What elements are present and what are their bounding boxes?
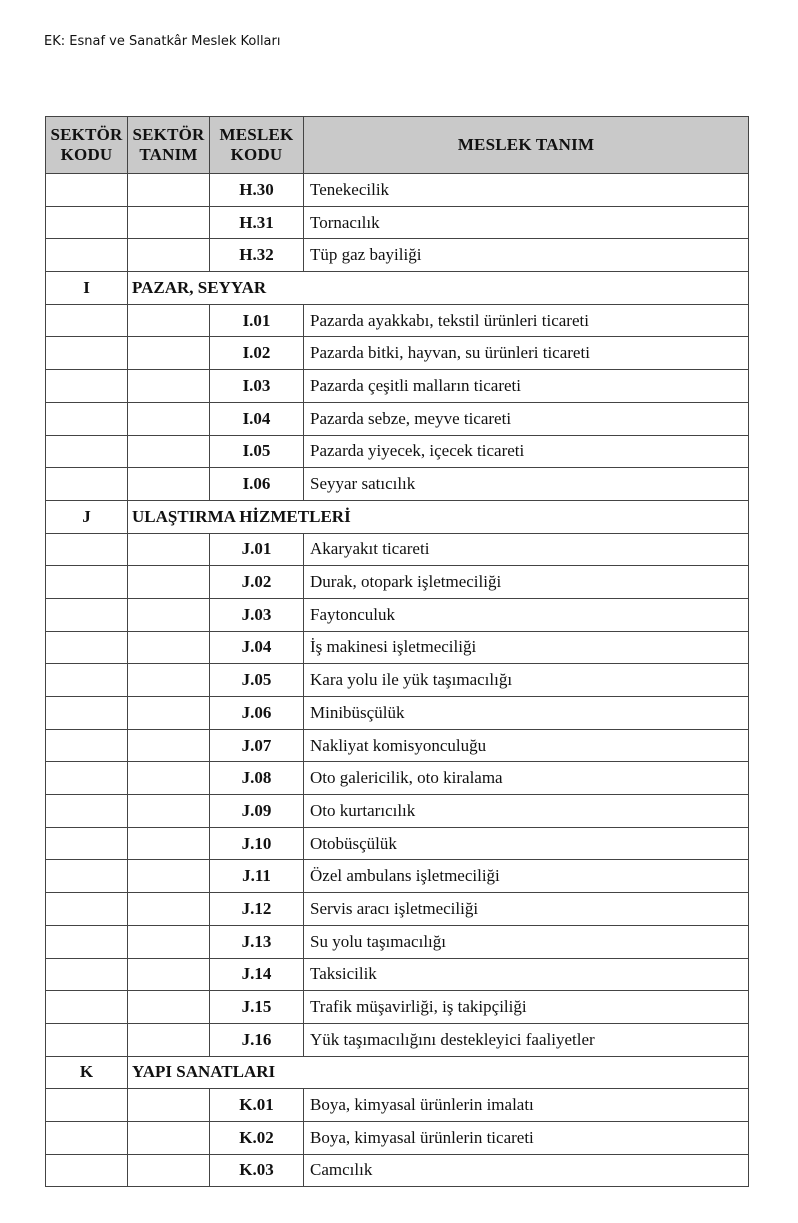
empty-sektor-tanim-cell (128, 370, 210, 403)
empty-sektor-kodu-cell (46, 1089, 128, 1122)
occupation-table (45, 116, 749, 1187)
empty-sektor-tanim-cell (128, 762, 210, 795)
meslek-kodu-cell: H.32 (210, 239, 304, 272)
header-sektor-kodu (46, 117, 128, 174)
empty-sektor-tanim-cell (128, 631, 210, 664)
meslek-tanim-cell: Pazarda ayakkabı, tekstil ürünleri ticareti (304, 304, 749, 337)
meslek-kodu-cell: K.03 (210, 1154, 304, 1187)
meslek-tanim-cell: Özel ambulans işletmeciliği (304, 860, 749, 893)
table-row (46, 402, 749, 435)
meslek-tanim-cell: Akaryakıt ticareti (304, 533, 749, 566)
table-row (46, 664, 749, 697)
meslek-kodu-cell: J.03 (210, 598, 304, 631)
table-row (46, 925, 749, 958)
table-row (46, 174, 749, 207)
empty-sektor-tanim-cell (128, 729, 210, 762)
table-row (46, 206, 749, 239)
meslek-kodu-cell: J.11 (210, 860, 304, 893)
table-row (46, 566, 749, 599)
meslek-tanim-cell: Servis aracı işletmeciliği (304, 893, 749, 926)
meslek-tanim-cell: İş makinesi işletmeciliği (304, 631, 749, 664)
table-row (46, 762, 749, 795)
meslek-kodu-cell: J.16 (210, 1023, 304, 1056)
empty-sektor-kodu-cell (46, 533, 128, 566)
empty-sektor-tanim-cell (128, 435, 210, 468)
empty-sektor-kodu-cell (46, 468, 128, 501)
meslek-kodu-cell: J.14 (210, 958, 304, 991)
meslek-kodu-cell: J.09 (210, 795, 304, 828)
empty-sektor-kodu-cell (46, 729, 128, 762)
empty-sektor-kodu-cell (46, 697, 128, 730)
empty-sektor-tanim-cell (128, 925, 210, 958)
meslek-tanim-cell: Yük taşımacılığını destekleyici faaliyetler (304, 1023, 749, 1056)
meslek-tanim-cell: Oto galericilik, oto kiralama (304, 762, 749, 795)
header-meslek-kodu-line2: KODU (230, 145, 283, 164)
header-row (46, 117, 749, 174)
table-row (46, 598, 749, 631)
empty-sektor-kodu-cell (46, 435, 128, 468)
table-row (46, 435, 749, 468)
meslek-kodu-cell: J.05 (210, 664, 304, 697)
meslek-kodu-cell: J.08 (210, 762, 304, 795)
empty-sektor-tanim-cell (128, 1154, 210, 1187)
empty-sektor-tanim-cell (128, 598, 210, 631)
empty-sektor-tanim-cell (128, 239, 210, 272)
empty-sektor-tanim-cell (128, 958, 210, 991)
empty-sektor-tanim-cell (128, 533, 210, 566)
meslek-tanim-cell: Tüp gaz bayiliği (304, 239, 749, 272)
meslek-kodu-cell: I.05 (210, 435, 304, 468)
table-body (46, 174, 749, 1187)
empty-sektor-kodu-cell (46, 174, 128, 207)
meslek-tanim-cell: Su yolu taşımacılığı (304, 925, 749, 958)
empty-sektor-tanim-cell (128, 697, 210, 730)
table-row (46, 370, 749, 403)
header-meslek-kodu (210, 117, 304, 174)
empty-sektor-tanim-cell (128, 1089, 210, 1122)
empty-sektor-kodu-cell (46, 991, 128, 1024)
meslek-kodu-cell: H.31 (210, 206, 304, 239)
empty-sektor-tanim-cell (128, 795, 210, 828)
occupation-table-container (45, 116, 748, 1187)
empty-sektor-kodu-cell (46, 566, 128, 599)
meslek-kodu-cell: J.10 (210, 827, 304, 860)
header-meslek-kodu-line1: MESLEK (219, 125, 294, 144)
meslek-kodu-cell: I.02 (210, 337, 304, 370)
table-row (46, 468, 749, 501)
meslek-tanim-cell: Oto kurtarıcılık (304, 795, 749, 828)
empty-sektor-kodu-cell (46, 598, 128, 631)
meslek-kodu-cell: I.03 (210, 370, 304, 403)
meslek-tanim-cell: Pazarda sebze, meyve ticareti (304, 402, 749, 435)
empty-sektor-kodu-cell (46, 762, 128, 795)
header-meslek-tanim: MESLEK TANIM (304, 117, 749, 174)
empty-sektor-tanim-cell (128, 893, 210, 926)
empty-sektor-kodu-cell (46, 827, 128, 860)
table-row (46, 631, 749, 664)
meslek-kodu-cell: J.07 (210, 729, 304, 762)
meslek-tanim-cell: Taksicilik (304, 958, 749, 991)
meslek-kodu-cell: H.30 (210, 174, 304, 207)
empty-sektor-kodu-cell (46, 1023, 128, 1056)
empty-sektor-kodu-cell (46, 337, 128, 370)
page-header: EK: Esnaf ve Sanatkâr Meslek Kolları (44, 34, 281, 49)
meslek-tanim-cell: Pazarda bitki, hayvan, su ürünleri ticareti (304, 337, 749, 370)
meslek-kodu-cell: I.01 (210, 304, 304, 337)
empty-sektor-kodu-cell (46, 958, 128, 991)
table-row (46, 795, 749, 828)
sector-code: K (46, 1056, 128, 1089)
table-row (46, 729, 749, 762)
header-sektor-kodu-line1: SEKTÖR (50, 125, 123, 144)
empty-sektor-tanim-cell (128, 664, 210, 697)
empty-sektor-kodu-cell (46, 631, 128, 664)
table-row (46, 533, 749, 566)
empty-sektor-kodu-cell (46, 664, 128, 697)
table-row (46, 337, 749, 370)
meslek-tanim-cell: Pazarda çeşitli malların ticareti (304, 370, 749, 403)
meslek-kodu-cell: I.06 (210, 468, 304, 501)
meslek-tanim-cell: Trafik müşavirliği, iş takipçiliği (304, 991, 749, 1024)
sector-name: YAPI SANATLARI (128, 1056, 749, 1089)
table-row (46, 827, 749, 860)
empty-sektor-tanim-cell (128, 1121, 210, 1154)
empty-sektor-tanim-cell (128, 991, 210, 1024)
empty-sektor-kodu-cell (46, 304, 128, 337)
empty-sektor-kodu-cell (46, 925, 128, 958)
meslek-kodu-cell: K.02 (210, 1121, 304, 1154)
sector-name: PAZAR, SEYYAR (128, 272, 749, 305)
meslek-tanim-cell: Nakliyat komisyonculuğu (304, 729, 749, 762)
sector-code: J (46, 500, 128, 533)
empty-sektor-tanim-cell (128, 174, 210, 207)
empty-sektor-kodu-cell (46, 370, 128, 403)
empty-sektor-kodu-cell (46, 795, 128, 828)
meslek-tanim-cell: Seyyar satıcılık (304, 468, 749, 501)
meslek-kodu-cell: J.15 (210, 991, 304, 1024)
empty-sektor-tanim-cell (128, 206, 210, 239)
meslek-kodu-cell: J.06 (210, 697, 304, 730)
meslek-tanim-cell: Tornacılık (304, 206, 749, 239)
meslek-kodu-cell: K.01 (210, 1089, 304, 1122)
meslek-kodu-cell: I.04 (210, 402, 304, 435)
table-row (46, 304, 749, 337)
empty-sektor-tanim-cell (128, 468, 210, 501)
sector-row (46, 500, 749, 533)
empty-sektor-tanim-cell (128, 1023, 210, 1056)
meslek-tanim-cell: Otobüsçülük (304, 827, 749, 860)
meslek-kodu-cell: J.01 (210, 533, 304, 566)
meslek-tanim-cell: Boya, kimyasal ürünlerin ticareti (304, 1121, 749, 1154)
header-sektor-kodu-line2: KODU (60, 145, 113, 164)
header-sektor-tanim-line2: TANIM (139, 145, 198, 164)
meslek-tanim-cell: Kara yolu ile yük taşımacılığı (304, 664, 749, 697)
table-row (46, 697, 749, 730)
meslek-tanim-cell: Boya, kimyasal ürünlerin imalatı (304, 1089, 749, 1122)
sector-name: ULAŞTIRMA HİZMETLERİ (128, 500, 749, 533)
empty-sektor-tanim-cell (128, 827, 210, 860)
meslek-tanim-cell: Durak, otopark işletmeciliği (304, 566, 749, 599)
meslek-tanim-cell: Faytonculuk (304, 598, 749, 631)
meslek-kodu-cell: J.13 (210, 925, 304, 958)
table-row (46, 1089, 749, 1122)
empty-sektor-kodu-cell (46, 402, 128, 435)
table-row (46, 893, 749, 926)
meslek-tanim-cell: Tenekecilik (304, 174, 749, 207)
table-row (46, 1121, 749, 1154)
meslek-kodu-cell: J.02 (210, 566, 304, 599)
sector-code: I (46, 272, 128, 305)
empty-sektor-tanim-cell (128, 304, 210, 337)
meslek-tanim-cell: Pazarda yiyecek, içecek ticareti (304, 435, 749, 468)
header-sektor-tanim-line1: SEKTÖR (132, 125, 205, 144)
meslek-kodu-cell: J.12 (210, 893, 304, 926)
empty-sektor-kodu-cell (46, 1154, 128, 1187)
empty-sektor-tanim-cell (128, 566, 210, 599)
meslek-tanim-cell: Minibüsçülük (304, 697, 749, 730)
empty-sektor-tanim-cell (128, 402, 210, 435)
sector-row (46, 1056, 749, 1089)
empty-sektor-tanim-cell (128, 860, 210, 893)
table-row (46, 1023, 749, 1056)
table-row (46, 958, 749, 991)
table-header (46, 117, 749, 174)
empty-sektor-kodu-cell (46, 1121, 128, 1154)
empty-sektor-kodu-cell (46, 893, 128, 926)
meslek-tanim-cell: Camcılık (304, 1154, 749, 1187)
table-row (46, 991, 749, 1024)
meslek-kodu-cell: J.04 (210, 631, 304, 664)
table-row (46, 239, 749, 272)
empty-sektor-kodu-cell (46, 206, 128, 239)
table-row (46, 860, 749, 893)
empty-sektor-kodu-cell (46, 860, 128, 893)
sector-row (46, 272, 749, 305)
table-row (46, 1154, 749, 1187)
empty-sektor-tanim-cell (128, 337, 210, 370)
header-sektor-tanim (128, 117, 210, 174)
empty-sektor-kodu-cell (46, 239, 128, 272)
